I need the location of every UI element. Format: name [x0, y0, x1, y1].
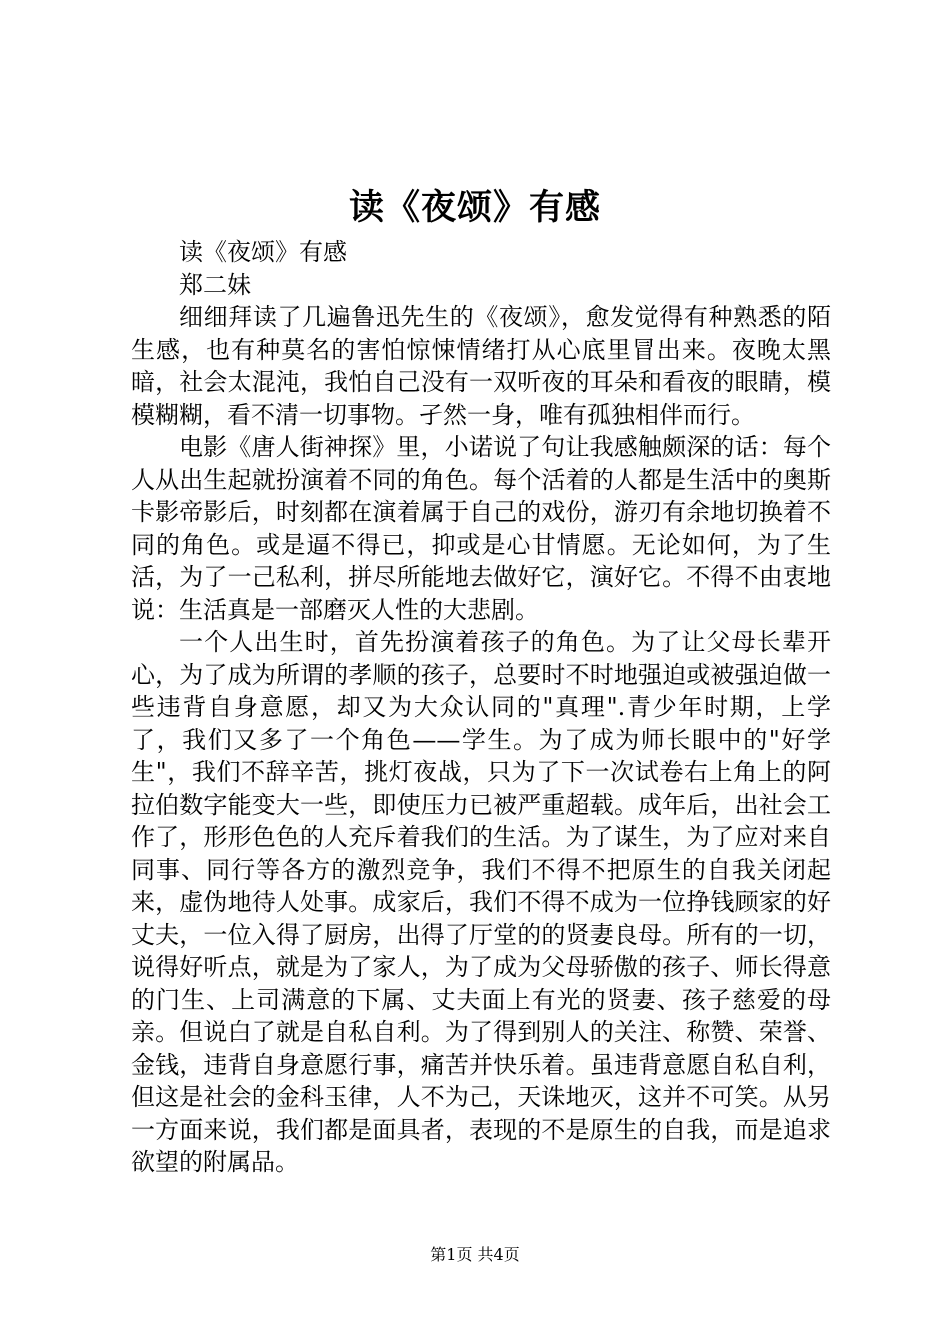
page-footer: 第1页 共4页 — [430, 1245, 520, 1264]
author-line: 郑二妹 — [179, 270, 251, 299]
subtitle-line: 读《夜颂》有感 — [179, 238, 347, 266]
document-body — [131, 236, 831, 1179]
paragraph: 电影《唐人街神探》里，小诺说了句让我感触颇深的话：每个人从出生起就扮演着不同的角色。每个活着的人都是生活中的奥斯卡影帝影后，时刻都在演着属于自己的戏份，游刃有余地切换着不同的角色。或是逼不得已，抑或是心甘情愿。无论如何，为了生活，为了一己私利，拼尽所能地去做好它，演好它。不得不由衷地说：生活真是一部磨灭人性的大悲剧。 — [131, 433, 831, 624]
paragraph: 一个人出生时，首先扮演着孩子的角色。为了让父母长辈开心，为了成为所谓的孝顺的孩子，总要时不时地强迫或被强迫做一些违背自身意愿，却又为大众认同的"真理".青少年时期，上学了，我们又多了一个角色——学生。为了成为师长眼中的"好学生"，我们不辞辛苦，挑灯夜战，只为了下一次试卷右上角上的阿拉伯数字能变大一些，即使压力已被严重超载。成年后，出社会工作了，形形色色的人充斥着我们的生活。为了谋生，为了应对来自同事、同行等各方的激烈竞争，我们不得不把原生的自我关闭起来，虚伪地待人处事。成家后，我们不得不成为一位挣钱顾家的好丈夫，一位入得了厨房，出得了厅堂的的贤妻良母。所有的一切，说得好听点，就是为了家人，为了成为父母骄傲的孩子、师长得意的门生、上司满意的下属、丈夫面上有光的贤妻、孩子慈爱的母亲。但说白了就是自私自利。为了得到别人的关注、称赞、荣誉、金钱，违背自身意愿行事，痛苦并快乐着。虽违背意愿自私自利，但这是社会的金科玉律，人不为己，天诛地灭，这并不可笑。从另一方面来说，我们都是面具者，表现的不是原生的自我，而是追求欲望的附属品。 — [131, 628, 831, 1176]
document-title: 读《夜颂》有感 — [348, 187, 601, 228]
paragraph: 细细拜读了几遍鲁迅先生的《夜颂》，愈发觉得有种熟悉的陌生感，也有种莫名的害怕惊悚情绪打从心底里冒出来。夜晚太黑暗，社会太混沌，我怕自己没有一双听夜的耳朵和看夜的眼睛，模模糊糊，看不清一切事物。孑然一身，唯有孤独相伴而行。 — [131, 303, 831, 429]
